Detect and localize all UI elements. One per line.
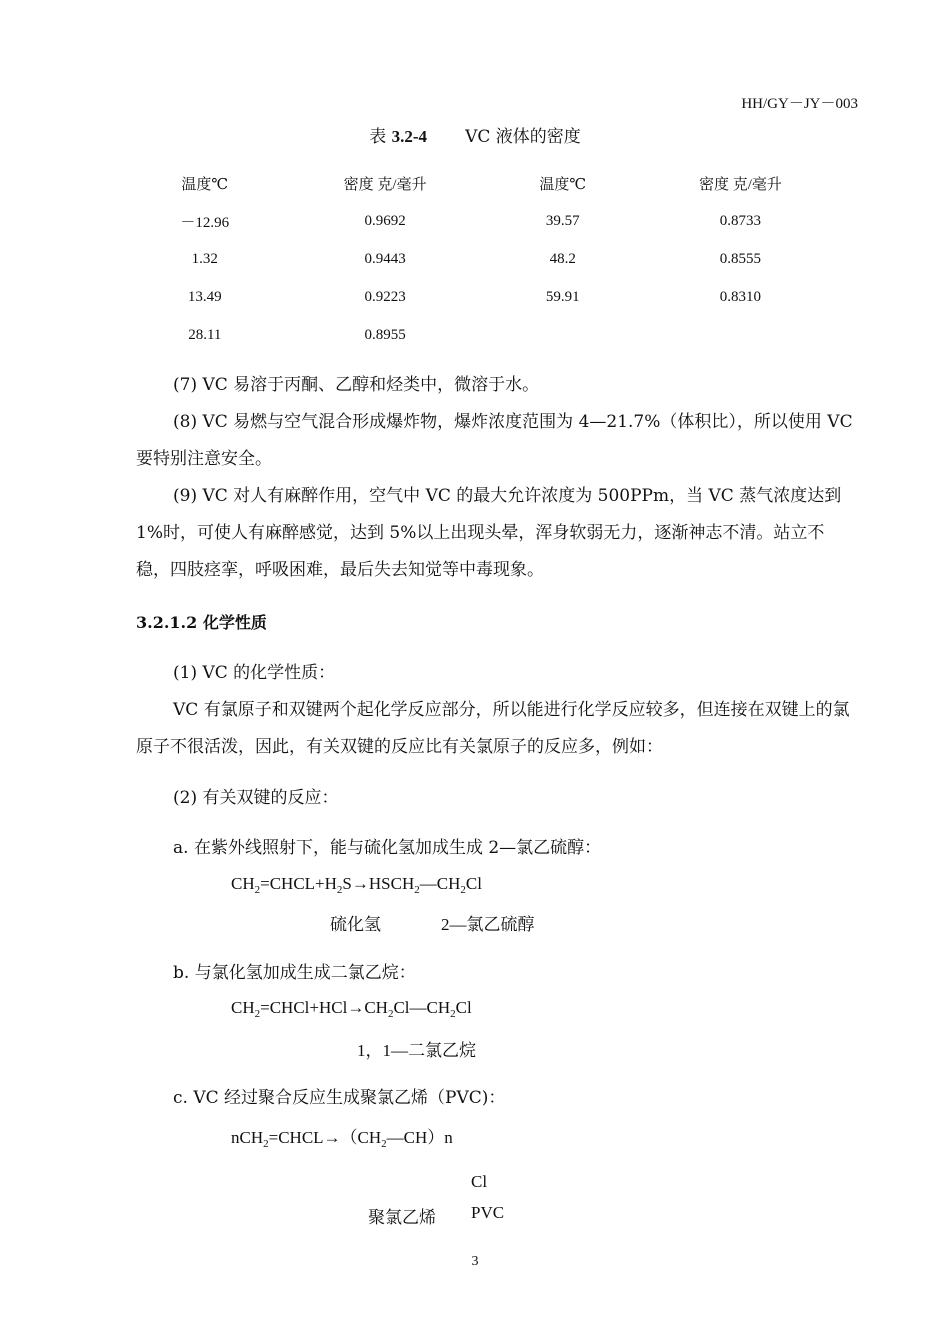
chem-property-1 [136,655,858,692]
eq-subscript: 2 [381,1138,387,1150]
table-cell: 48.2 [549,250,576,267]
reaction-c-label-text: c. VC 经过聚合反应生成聚氯乙烯（PVC)： [173,1088,506,1108]
reaction-a-label-text: a. 在紫外线照射下，能与硫化氢加成生成 2—氯乙硫醇： [173,838,602,858]
reaction-c-chlorine: Cl [471,1172,488,1191]
table-caption-number: 3.2-4 [391,127,428,146]
table-caption-prefix: 表 [369,127,392,147]
eq-part: nCH [231,1128,264,1147]
table-cell [627,316,854,354]
chem-property-2 [136,780,858,817]
eq-part: CH [231,998,255,1017]
property-8 [136,404,858,478]
table-cell: 0.9223 [364,288,406,305]
table-cell: 0.8555 [719,250,762,267]
table-cell: 1.32 [191,250,218,267]
property-7-text: (7) VC 易溶于丙酮、乙醇和烃类中，微溶于水。 [173,375,540,395]
eq-part: =CHCl+HCl→CH [260,998,388,1017]
table-cell [499,316,627,354]
eq-subscript: 2 [387,1008,394,1020]
eq-subscript: 2 [460,884,466,896]
table-caption-title: VC 液体的密度 [465,127,581,147]
header-temp-1: 温度℃ [181,176,229,193]
eq-subscript: 2 [450,1008,456,1020]
section-heading: 3.2.1.2 化学性质 [136,613,267,632]
table-cell: 59.91 [545,288,580,305]
reaction-b-label [136,955,858,992]
eq-part: Cl [465,874,482,893]
eq-part: —CH [419,874,461,893]
property-8-text: (8) VC 易燃与空气混合形成爆炸物，爆炸浓度范围为 4—21.7%（体积比），所以使用 VC 要特别注意安全。 [136,412,853,469]
reaction-a-name-h2s: 硫化氢 [330,915,381,934]
chem-intro [136,692,858,766]
page-number: 3 [471,1254,479,1269]
table-cell: 0.8310 [719,288,762,305]
chem-property-2-text: (2) 有关双键的反应： [173,788,339,808]
eq-subscript: 2 [254,1008,261,1020]
eq-part: =CHCL+H [260,874,337,893]
table-row [138,316,854,354]
table-cell: －12.96 [180,214,230,231]
table-header-row [138,164,854,202]
reaction-b-equation [231,998,472,1018]
table-cell: 13.49 [187,288,222,305]
header-temp-2: 温度℃ [539,176,587,193]
table-row [138,202,854,240]
reaction-b-name: 1，1—二氯乙烷 [357,1041,476,1060]
eq-part: —CH）n [386,1128,453,1147]
table-cell: 0.9692 [364,212,406,229]
eq-part: Cl—CH [393,998,451,1017]
reaction-a-label [136,830,858,867]
reaction-a-name-product: 2—氯乙硫醇 [441,915,535,934]
reaction-c-name-pvc: PVC [471,1203,505,1222]
eq-subscript: 2 [414,884,420,896]
table-caption [0,122,950,147]
chem-property-1-text: (1) VC 的化学性质： [173,663,336,683]
eq-part: =CHCL→（CH [268,1128,382,1147]
reaction-c-label [136,1080,858,1117]
eq-part: Cl [455,998,472,1017]
chem-intro-text: VC 有氯原子和双键两个起化学反应部分，所以能进行化学反应较多，但连接在双键上的氯原子不很活泼，因此，有关双键的反应比有关氯原子的反应多，例如： [136,700,850,757]
density-table [138,164,854,354]
header-density-2: 密度 克/毫升 [698,176,782,193]
reaction-c-equation [231,1123,453,1148]
eq-subscript: 2 [336,884,343,896]
property-9-text: (9) VC 对人有麻醉作用，空气中 VC 的最大允许浓度为 500PPm，当 VC 蒸气浓度达到 1%时，可使人有麻醉感觉，达到 5%以上出现头晕，浑身软弱无力，逐渐神志不清。站立不稳，四肢痉挛，呼吸困难，最后失去知觉等中毒现象。 [136,486,842,580]
property-7 [136,367,858,404]
reaction-a-equation [231,874,482,894]
header-density-1: 密度 克/毫升 [343,176,427,193]
table-cell: 39.57 [545,212,580,229]
eq-part: CH [231,874,255,893]
table-row [138,240,854,278]
table-cell: 0.8955 [364,326,406,343]
eq-subscript: 2 [263,1138,269,1150]
reaction-b-label-text: b. 与氯化氢加成生成二氯乙烷： [173,963,416,983]
table-cell: 0.9443 [364,250,406,267]
eq-part: S→HSCH [342,874,415,893]
eq-subscript: 2 [254,884,261,896]
table-cell: 0.8733 [719,212,762,229]
property-9 [136,478,858,589]
document-code: HH/GY－JY－003 [741,96,858,112]
reaction-c-name-cn: 聚氯乙烯 [368,1208,436,1227]
table-row [138,278,854,316]
table-cell: 28.11 [188,326,222,343]
